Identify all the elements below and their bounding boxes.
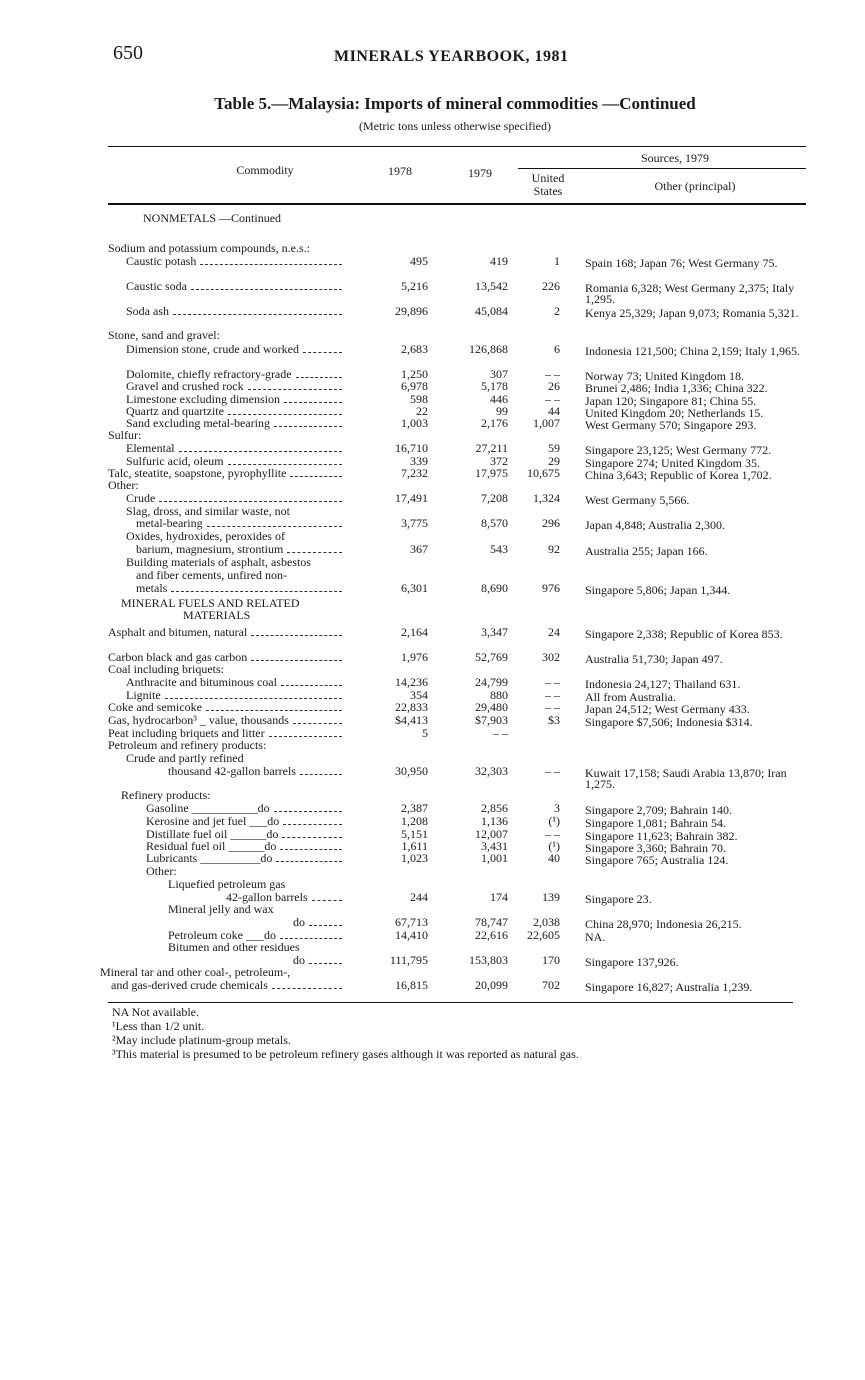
commodity-cell: Mineral tar and other coal-, petroleum-, [100,966,291,979]
value-united-states: 22,605 [527,928,560,942]
leader-dots [290,476,342,477]
other-sources: Japan 120; Singapore 81; China 55. [585,394,757,408]
value-1979: 419 [490,254,508,268]
value-united-states: – – [545,688,560,702]
running-head: MINERALS YEARBOOK, 1981 [334,48,569,65]
table-row [0,701,865,715]
table-row [0,878,865,892]
commodity-cell: Oxides, hydroxides, peroxides of [126,530,285,543]
commodity-cell: MINERAL FUELS AND RELATED [121,597,300,610]
table-row [0,329,865,343]
value-1979: 17,975 [475,466,508,480]
other-sources: Brunei 2,486; India 1,336; China 322. [585,381,768,395]
leader-dots [280,849,342,850]
value-united-states: 296 [542,516,560,530]
value-united-states: 226 [542,279,560,293]
leader-dots [165,698,342,699]
leader-dots [251,660,342,661]
value-1979: 2,856 [481,801,508,815]
value-1979: 1,136 [481,814,508,828]
value-1978: 67,713 [395,915,428,929]
commodity-cell: and fiber cements, unfired non- [136,569,287,582]
value-united-states: 2,038 [533,915,560,929]
value-1978: 339 [410,454,428,468]
value-united-states: 702 [542,978,560,992]
leader-dots [309,963,342,964]
value-united-states: 1,007 [533,416,560,430]
other-sources: Australia 51,730; Japan 497. [585,652,723,666]
value-1979: 307 [490,367,508,381]
table-row [0,626,865,640]
table-row [0,676,865,690]
value-1978: 14,236 [395,675,428,689]
commodity-cell: Petroleum coke ___do [168,929,276,942]
table-row [0,802,865,816]
leader-dots [309,925,342,926]
commodity-cell: Lubricants __________do [146,852,273,865]
commodity-cell: metals [136,582,168,595]
table-row [0,865,865,879]
leader-dots [274,426,342,427]
leader-dots [283,824,342,825]
commodity-cell: Crude [126,492,156,505]
commodity-cell: Residual fuel oil ______do [146,840,277,853]
value-1979: 372 [490,454,508,468]
footnotes [112,1005,579,1061]
other-sources: West Germany 570; Singapore 293. [585,418,757,432]
value-united-states: – – [545,764,560,778]
value-1978: 22 [416,404,428,418]
value-1979: 7,208 [481,491,508,505]
value-united-states: 44 [548,404,560,418]
leader-dots [300,774,342,775]
value-united-states: 302 [542,650,560,664]
other-sources: United Kingdom 20; Netherlands 15. [585,406,764,420]
leader-dots [159,501,342,502]
other-sources: Singapore 274; United Kingdom 35. [585,456,760,470]
commodity-cell: do [293,954,305,967]
commodity-cell: thousand 42-gallon barrels [168,765,296,778]
leader-dots [228,464,342,465]
commodity-cell: Distillate fuel oil ______do [146,828,279,841]
value-united-states: (¹) [548,814,560,828]
table-row [0,212,865,226]
value-1978: 1,976 [401,650,428,664]
commodity-cell: Petroleum and refinery products: [108,739,267,752]
value-united-states: (¹) [548,839,560,853]
commodity-cell: Elemental [126,442,175,455]
table-row [0,752,865,766]
value-united-states: 976 [542,581,560,595]
value-united-states: 1 [554,254,560,268]
leader-dots [248,389,342,390]
value-1979: $7,903 [475,713,508,727]
commodity-cell: MATERIALS [183,609,251,622]
commodity-cell: Bitumen and other residues [168,941,300,954]
value-1978: 2,387 [401,801,428,815]
commodity-cell: Sulfur: [108,429,142,442]
page-number: 650 [113,42,143,64]
other-sources: China 3,643; Republic of Korea 1,702. [585,468,772,482]
value-1979: 446 [490,392,508,406]
commodity-cell: Gasoline ___________do [146,802,270,815]
table-row [0,789,865,803]
value-1978: 29,896 [395,304,428,318]
leader-dots [303,352,342,353]
leader-dots [179,451,342,452]
commodity-cell: Dimension stone, crude and worked [126,343,299,356]
other-sources: Singapore 16,827; Australia 1,239. [585,980,753,994]
commodity-cell: Dolomite, chiefly refractory-grade [126,368,292,381]
leader-dots [272,988,342,989]
table-row [0,582,865,596]
table-row [0,739,865,753]
commodity-cell: Asphalt and bitumen, natural [108,626,248,639]
value-1979: 22,616 [475,928,508,942]
value-1979: 78,747 [475,915,508,929]
table-row [0,479,865,493]
other-sources: Romania 6,328; West Germany 2,375; Italy 1,295. [585,281,795,306]
table-row [0,852,865,866]
footnote-1: ¹Less than 1/2 unit. [112,1019,205,1033]
table-row [0,530,865,544]
table-row [0,569,865,583]
commodity-cell: Gravel and crushed rock [126,380,244,393]
value-united-states: 92 [548,542,560,556]
commodity-cell: NONMETALS —Continued [143,212,282,225]
commodity-cell: Sodium and potassium compounds, n.e.s.: [108,242,310,255]
leader-dots [269,736,342,737]
value-united-states: 6 [554,342,560,356]
table-row [0,279,865,306]
table-title: Table 5.—Malaysia: Imports of mineral commodities —Continued [214,94,696,113]
leader-dots [280,938,342,939]
other-sources: Kenya 25,329; Japan 9,073; Romania 5,321. [585,306,799,320]
value-1979: 543 [490,542,508,556]
value-united-states: 3 [554,801,560,815]
commodity-cell: Lignite [126,689,161,702]
commodity-cell: Mineral jelly and wax [168,903,274,916]
footnote-na: NA Not available. [112,1005,199,1019]
value-1978: 1,611 [401,839,428,853]
value-united-states: 170 [542,953,560,967]
table-row [0,979,865,993]
value-1979: 52,769 [475,650,508,664]
commodity-cell: Coke and semicoke [108,701,202,714]
value-1979: 3,347 [481,625,508,639]
leader-dots [228,414,342,415]
other-sources: All from Australia. [585,690,676,704]
other-sources: Singapore 2,709; Bahrain 140. [585,803,732,817]
table-row [0,255,865,269]
other-sources: China 28,970; Indonesia 26,215. [585,917,742,931]
table-row [0,492,865,506]
table-row [0,941,865,955]
footnote-3: ³This material is presumed to be petroleum refinery gases although it was reported as natural gas. [112,1047,579,1061]
table-row [0,966,865,980]
value-united-states: 1,324 [533,491,560,505]
leader-dots [274,811,342,812]
value-1978: 6,978 [401,379,428,393]
commodity-cell: and gas-derived crude chemicals [111,979,268,992]
commodity-cell: metal-bearing [136,517,203,530]
value-1978: 495 [410,254,428,268]
table-row [0,242,865,256]
leader-dots [312,900,342,901]
commodity-cell: 42-gallon barrels [226,891,308,904]
commodity-cell: Liquefied petroleum gas [168,878,286,891]
commodity-cell: Caustic soda [126,280,187,293]
value-united-states: 40 [548,851,560,865]
value-1979: 153,803 [469,953,508,967]
value-1978: 6,301 [401,581,428,595]
other-sources: Japan 4,848; Australia 2,300. [585,518,725,532]
commodity-cell: Carbon black and gas carbon [108,651,248,664]
value-1978: 111,795 [389,953,428,967]
value-1979: 3,431 [481,839,508,853]
commodity-cell: Sand excluding metal-bearing [126,417,270,430]
other-sources: Singapore 5,806; Japan 1,344. [585,583,731,597]
value-united-states: 2 [554,304,560,318]
commodity-cell: Coal including briquets: [108,663,224,676]
value-united-states: $3 [548,713,560,727]
value-1979: 24,799 [475,675,508,689]
col-header-united-states: United States [531,171,565,198]
commodity-cell: Crude and partly refined [126,752,244,765]
value-united-states: – – [545,392,560,406]
value-united-states: 26 [548,379,560,393]
table-row [0,517,865,531]
value-1979: 8,570 [481,516,508,530]
value-1979: – – [493,726,508,740]
leader-dots [206,710,342,711]
value-1979: 45,084 [475,304,508,318]
other-sources: NA. [585,930,606,944]
leader-dots [287,552,342,553]
col-header-commodity: Commodity [236,163,294,177]
value-1979: 1,001 [481,851,508,865]
value-1978: 16,710 [395,441,428,455]
commodity-cell: Sulfuric acid, oleum [126,455,224,468]
col-header-other: Other (principal) [654,179,736,193]
table-subtitle: (Metric tons unless otherwise specified) [359,119,551,133]
other-sources: Japan 24,512; West Germany 433. [585,702,750,716]
value-1978: 7,232 [401,466,428,480]
value-united-states: – – [545,827,560,841]
value-1978: 367 [410,542,428,556]
other-sources: Singapore 765; Australia 124. [585,853,729,867]
table-row [0,609,865,623]
value-1978: 244 [410,890,428,904]
table-row [0,429,865,443]
value-1978: 1,003 [401,416,428,430]
table-row [0,916,865,930]
value-1979: 2,176 [481,416,508,430]
commodity-cell: Anthracite and bituminous coal [126,676,277,689]
other-sources: West Germany 5,566. [585,493,690,507]
commodity-cell: Stone, sand and gravel: [108,329,220,342]
other-sources: Australia 255; Japan 166. [585,544,708,558]
value-1978: 598 [410,392,428,406]
table-row [0,442,865,456]
value-1979: 8,690 [481,581,508,595]
table-row [0,714,865,728]
col-header-1978: 1978 [388,164,412,178]
value-united-states: 10,675 [527,466,560,480]
value-1978: 1,250 [401,367,428,381]
table-row [0,764,865,791]
leader-dots [282,837,342,838]
value-1979: 880 [490,688,508,702]
value-1979: 13,542 [475,279,508,293]
value-united-states: 139 [542,890,560,904]
other-sources: Singapore 2,338; Republic of Korea 853. [585,627,783,641]
other-sources: Spain 168; Japan 76; West Germany 75. [585,256,778,270]
value-united-states: 29 [548,454,560,468]
value-1979: 5,178 [481,379,508,393]
table-row [0,903,865,917]
commodity-cell: Slag, dross, and similar waste, not [126,505,290,518]
leader-dots [276,861,342,862]
commodity-cell: Other: [146,865,177,878]
commodity-cell: Limestone excluding dimension [126,393,280,406]
leader-dots [200,264,342,265]
leader-dots [173,314,342,315]
leader-dots [191,289,342,290]
value-1978: 14,410 [395,928,428,942]
table-row [0,556,865,570]
value-1979: 20,099 [475,978,508,992]
other-sources: Singapore 23. [585,892,652,906]
commodity-cell: Peat including briquets and litter [108,727,265,740]
value-1978: 2,683 [401,342,428,356]
value-1979: 27,211 [475,441,508,455]
other-sources: Singapore $7,506; Indonesia $314. [585,715,753,729]
other-sources: Indonesia 121,500; China 2,159; Italy 1,965. [585,344,800,358]
other-sources: Singapore 23,125; West Germany 772. [585,443,772,457]
leader-dots [296,377,342,378]
value-1978: 1,208 [401,814,428,828]
commodity-cell: Other: [108,479,139,492]
value-1978: 354 [410,688,428,702]
commodity-cell: barium, magnesium, strontium [136,543,284,556]
leader-dots [284,402,342,403]
value-united-states: – – [545,367,560,381]
value-1978: 17,491 [395,491,428,505]
commodity-cell: Talc, steatite, soapstone, pyrophyllite [108,467,287,480]
value-1978: $4,413 [395,713,428,727]
value-1979: 174 [490,890,508,904]
value-1978: 1,023 [401,851,428,865]
table-bottom-rule [108,1002,793,1003]
commodity-cell: Caustic potash [126,255,197,268]
commodity-cell: Refinery products: [121,789,211,802]
value-1979: 32,303 [475,764,508,778]
leader-dots [281,685,342,686]
commodity-cell: Quartz and quartzite [126,405,224,418]
table-row [0,305,865,319]
value-united-states: 24 [548,625,560,639]
commodity-cell: Kerosine and jet fuel ___do [146,815,280,828]
commodity-cell: Soda ash [126,305,169,318]
leader-dots [171,591,342,592]
commodity-cell: Gas, hydrocarbon³ _ value, thousands [108,714,289,727]
other-sources: Singapore 11,623; Bahrain 382. [585,829,738,843]
table-row [0,343,865,357]
value-1978: 5,151 [401,827,428,841]
value-1979: 29,480 [475,700,508,714]
leader-dots [293,723,342,724]
value-1978: 30,950 [395,764,428,778]
commodity-cell: Building materials of asphalt, asbestos [126,556,311,569]
other-sources: Indonesia 24,127; Thailand 631. [585,677,741,691]
value-united-states: 59 [548,441,560,455]
value-1978: 5,216 [401,279,428,293]
value-united-states: – – [545,700,560,714]
table-row [0,815,865,829]
leader-dots [207,526,342,527]
table-row [0,380,865,394]
value-1979: 99 [496,404,508,418]
value-1978: 16,815 [395,978,428,992]
other-sources: Norway 73; United Kingdom 18. [585,369,744,383]
value-1978: 5 [422,726,428,740]
value-1979: 126,868 [469,342,508,356]
table-row [0,543,865,557]
commodity-cell: do [293,916,305,929]
other-sources: Singapore 3,360; Bahrain 70. [585,841,726,855]
value-1978: 22,833 [395,700,428,714]
leader-dots [251,635,342,636]
other-sources: Singapore 137,926. [585,955,679,969]
other-sources: Kuwait 17,158; Saudi Arabia 13,870; Iran 1,275. [585,766,787,791]
value-1978: 2,164 [401,625,428,639]
value-1978: 3,775 [401,516,428,530]
value-1979: 12,007 [475,827,508,841]
footnote-2: ²May include platinum-group metals. [112,1033,291,1047]
table-row [0,663,865,677]
col-header-1979: 1979 [468,166,492,180]
other-sources: Singapore 1,081; Bahrain 54. [585,816,726,830]
col-header-sources: Sources, 1979 [641,151,709,165]
value-united-states: – – [545,675,560,689]
